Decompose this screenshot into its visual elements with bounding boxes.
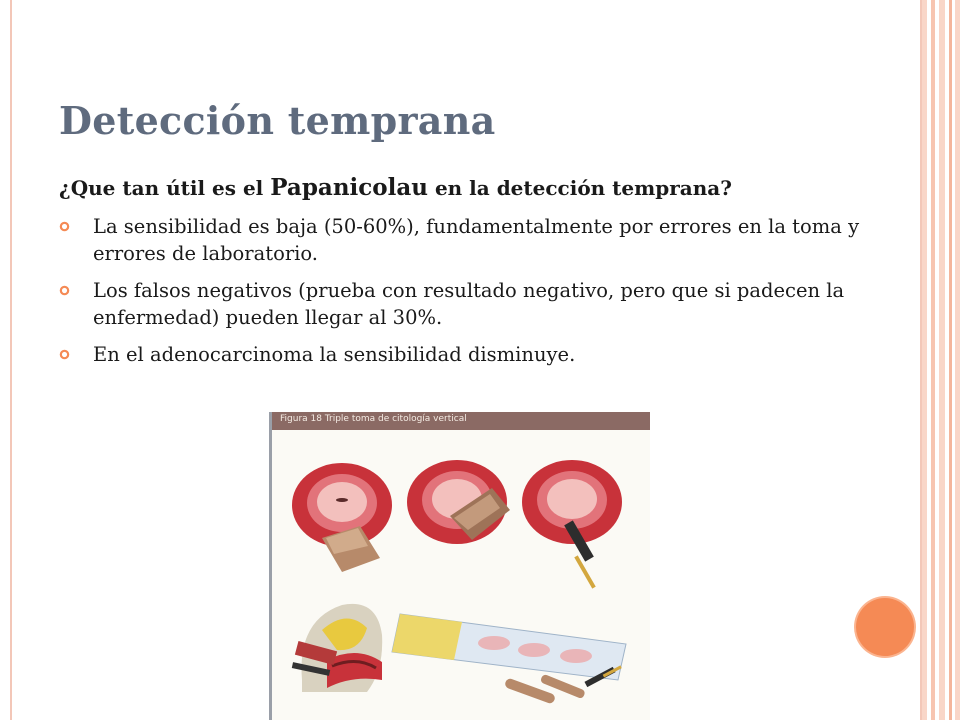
glass-slide-drawing — [392, 614, 626, 680]
list-item — [59, 341, 879, 368]
subtitle-suffix: en la detección temprana? — [427, 176, 732, 200]
bullet-ring-icon — [59, 221, 70, 232]
list-item — [59, 277, 879, 331]
cervix-cytobrush-drawing — [522, 460, 622, 589]
subtitle-prefix: ¿Que tan útil es el — [59, 176, 271, 200]
list-item — [59, 213, 879, 267]
cervix-spatula-drawing — [292, 463, 392, 572]
figure-caption: Figura 18 Triple toma de citología vertical — [280, 414, 467, 424]
bullet-text: En el adenocarcinoma la sensibilidad disminuye. — [93, 343, 576, 366]
bullet-text: La sensibilidad es baja (50-60%), fundamentalmente por errores en la toma y errores de laboratorio. — [93, 215, 860, 265]
right-decorative-stripes — [922, 0, 960, 720]
bullet-text: Los falsos negativos (prueba con resultado negativo, pero que si padecen la enfermedad) pueden llegar al 30%. — [93, 279, 845, 329]
sagittal-section-drawing — [292, 604, 382, 692]
bullet-list — [59, 213, 879, 378]
cervix-brush-drawing — [407, 460, 510, 544]
subtitle-emphasis: Papanicolau — [270, 174, 428, 201]
slide-title: Detección temprana — [59, 98, 496, 143]
figure-caption-bar — [272, 412, 650, 430]
cervical-sampling-illustration — [272, 430, 650, 720]
bullet-ring-icon — [59, 349, 70, 360]
bullet-ring-icon — [59, 285, 70, 296]
medical-illustration-figure — [269, 412, 650, 720]
decorative-orange-circle — [856, 598, 914, 656]
slide-subtitle — [59, 174, 732, 201]
